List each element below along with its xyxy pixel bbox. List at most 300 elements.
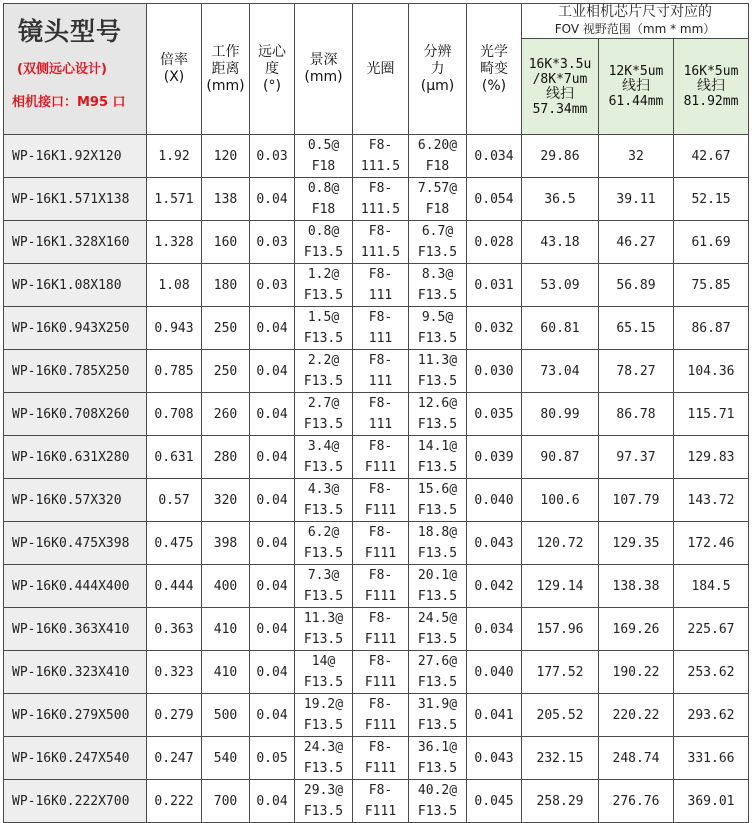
table-row (4, 565, 749, 608)
design-note: (双侧远心设计) (17, 62, 107, 77)
dof-fnumber: F18 (311, 202, 336, 217)
cell-resolution (409, 565, 467, 608)
cell-telecentricity: 0.04 (250, 479, 295, 522)
resolution-value: 8.3@ (421, 267, 454, 282)
cell-working-distance: 400 (202, 565, 250, 608)
cell-model: WP-16K0.323X410 (4, 651, 147, 694)
cell-working-distance: 120 (202, 135, 250, 178)
cell-distortion: 0.035 (467, 393, 522, 436)
cell-fov-2: 248.74 (599, 737, 674, 780)
dof-fnumber: F13.5 (303, 460, 344, 475)
table-row (4, 436, 749, 479)
resolution-fnumber: F18 (425, 202, 450, 217)
aperture-min: F8- (368, 181, 393, 196)
cell-fov-3: 225.67 (674, 608, 749, 651)
cell-fov-1: 73.04 (522, 350, 599, 393)
header-working-distance (202, 4, 250, 135)
cell-model: WP-16K0.363X410 (4, 608, 147, 651)
table-row (4, 651, 749, 694)
cell-fov-3: 75.85 (674, 264, 749, 307)
cell-fov-1: 177.52 (522, 651, 599, 694)
cell-fov-1: 232.15 (522, 737, 599, 780)
cell-fov-1: 258.29 (522, 780, 599, 823)
cell-magnification: 0.943 (147, 307, 202, 350)
cell-working-distance: 280 (202, 436, 250, 479)
cell-magnification: 0.363 (147, 608, 202, 651)
cell-depth-of-field (295, 307, 353, 350)
cell-distortion: 0.032 (467, 307, 522, 350)
cell-aperture (353, 264, 409, 307)
header-distortion (467, 4, 522, 135)
cell-resolution (409, 436, 467, 479)
cell-working-distance: 160 (202, 221, 250, 264)
cell-depth-of-field (295, 393, 353, 436)
cell-model: WP-16K0.475X398 (4, 522, 147, 565)
cell-resolution (409, 479, 467, 522)
cell-telecentricity: 0.04 (250, 178, 295, 221)
lens-spec-table (3, 3, 749, 823)
resolution-value: 36.1@ (417, 740, 458, 755)
header-magnification (147, 4, 202, 135)
resolution-fnumber: F13.5 (417, 546, 458, 561)
cell-telecentricity: 0.04 (250, 350, 295, 393)
cell-working-distance: 250 (202, 350, 250, 393)
cell-fov-1: 53.09 (522, 264, 599, 307)
cell-fov-2: 32 (599, 135, 674, 178)
cell-aperture (353, 651, 409, 694)
dof-value: 24.3@ (303, 740, 344, 755)
cell-working-distance: 500 (202, 694, 250, 737)
header-wd-unit: (mm) (206, 77, 245, 94)
cell-distortion: 0.034 (467, 608, 522, 651)
dof-value: 4.3@ (307, 482, 340, 497)
resolution-fnumber: F13.5 (417, 374, 458, 389)
cell-magnification: 0.708 (147, 393, 202, 436)
aperture-min: F8- (368, 439, 393, 454)
cell-fov-2: 65.15 (599, 307, 674, 350)
cell-depth-of-field (295, 780, 353, 823)
cell-depth-of-field (295, 694, 353, 737)
cell-resolution (409, 608, 467, 651)
header-dist-line2: 畸变 (480, 60, 508, 77)
resolution-value: 40.2@ (417, 783, 458, 798)
dof-fnumber: F13.5 (303, 331, 344, 346)
cell-magnification: 0.631 (147, 436, 202, 479)
cell-distortion: 0.045 (467, 780, 522, 823)
title-cell (4, 4, 147, 135)
header-depth-of-field (295, 4, 353, 135)
cell-fov-2: 169.26 (599, 608, 674, 651)
cell-fov-3: 331.66 (674, 737, 749, 780)
cell-aperture (353, 393, 409, 436)
aperture-max: F111 (364, 589, 397, 604)
dof-value: 14@ (311, 654, 336, 669)
cell-telecentricity: 0.05 (250, 737, 295, 780)
cell-fov-2: 97.37 (599, 436, 674, 479)
fov2-line3: 61.44mm (608, 94, 664, 109)
resolution-fnumber: F13.5 (417, 632, 458, 647)
cell-resolution (409, 135, 467, 178)
cell-distortion: 0.042 (467, 565, 522, 608)
resolution-fnumber: F13.5 (417, 718, 458, 733)
table-title: 镜头型号 (18, 17, 123, 46)
cell-fov-3: 293.62 (674, 694, 749, 737)
cell-depth-of-field (295, 350, 353, 393)
aperture-max: 111 (368, 288, 393, 303)
cell-fov-2: 190.22 (599, 651, 674, 694)
aperture-min: F8- (368, 654, 393, 669)
cell-distortion: 0.041 (467, 694, 522, 737)
resolution-value: 6.20@ (417, 138, 458, 153)
cell-fov-1: 36.5 (522, 178, 599, 221)
cell-fov-1: 43.18 (522, 221, 599, 264)
dof-value: 1.5@ (307, 310, 340, 325)
header-magnification-unit: (X) (163, 69, 185, 85)
cell-working-distance: 398 (202, 522, 250, 565)
cell-model: WP-16K1.571X138 (4, 178, 147, 221)
cell-distortion: 0.028 (467, 221, 522, 264)
aperture-max: F111 (364, 460, 397, 475)
cell-model: WP-16K1.328X160 (4, 221, 147, 264)
cell-aperture (353, 436, 409, 479)
fov1-line1: 16K*3.5u (528, 56, 592, 72)
aperture-max: F111 (364, 503, 397, 518)
aperture-max: F111 (364, 632, 397, 647)
cell-aperture (353, 221, 409, 264)
aperture-min: F8- (368, 783, 393, 798)
cell-working-distance: 250 (202, 307, 250, 350)
header-tel-unit: (°) (263, 77, 281, 94)
cell-resolution (409, 651, 467, 694)
header-dist-unit: (%) (481, 77, 507, 94)
header-fov-line2: FOV 视野范围（mm * mm） (554, 22, 716, 36)
dof-fnumber: F18 (311, 159, 336, 174)
cell-fov-3: 115.71 (674, 393, 749, 436)
cell-magnification: 0.785 (147, 350, 202, 393)
cell-distortion: 0.030 (467, 350, 522, 393)
dof-fnumber: F13.5 (303, 675, 344, 690)
aperture-min: F8- (368, 396, 393, 411)
aperture-max: F111 (364, 761, 397, 776)
resolution-value: 15.6@ (417, 482, 458, 497)
cell-fov-3: 172.46 (674, 522, 749, 565)
dof-value: 0.8@ (307, 181, 340, 196)
cell-depth-of-field (295, 737, 353, 780)
cell-magnification: 0.57 (147, 479, 202, 522)
resolution-value: 24.5@ (417, 611, 458, 626)
cell-fov-1: 129.14 (522, 565, 599, 608)
cell-working-distance: 410 (202, 651, 250, 694)
cell-model: WP-16K0.247X540 (4, 737, 147, 780)
cell-depth-of-field (295, 135, 353, 178)
cell-magnification: 1.08 (147, 264, 202, 307)
dof-value: 2.7@ (307, 396, 340, 411)
cell-telecentricity: 0.04 (250, 694, 295, 737)
header-dof-label: 景深 (309, 52, 338, 68)
resolution-value: 7.57@ (417, 181, 458, 196)
dof-fnumber: F13.5 (303, 245, 344, 260)
resolution-fnumber: F13.5 (417, 804, 458, 819)
header-res-line2: 力 (430, 60, 445, 77)
cell-aperture (353, 135, 409, 178)
aperture-max: 111.5 (360, 202, 401, 217)
header-fov-sensor-1 (522, 39, 599, 135)
cell-distortion: 0.043 (467, 522, 522, 565)
resolution-fnumber: F13.5 (417, 417, 458, 432)
cell-model: WP-16K0.279X500 (4, 694, 147, 737)
resolution-value: 18.8@ (417, 525, 458, 540)
cell-fov-1: 205.52 (522, 694, 599, 737)
header-telecentricity (250, 4, 295, 135)
cell-model: WP-16K1.08X180 (4, 264, 147, 307)
dof-fnumber: F13.5 (303, 503, 344, 518)
cell-working-distance: 320 (202, 479, 250, 522)
table-row (4, 780, 749, 823)
cell-aperture (353, 608, 409, 651)
dof-fnumber: F13.5 (303, 804, 344, 819)
cell-depth-of-field (295, 178, 353, 221)
cell-fov-1: 90.87 (522, 436, 599, 479)
dof-fnumber: F13.5 (303, 589, 344, 604)
cell-resolution (409, 780, 467, 823)
resolution-value: 31.9@ (417, 697, 458, 712)
cell-telecentricity: 0.04 (250, 651, 295, 694)
cell-fov-1: 157.96 (522, 608, 599, 651)
cell-fov-3: 143.72 (674, 479, 749, 522)
resolution-value: 14.1@ (417, 439, 458, 454)
dof-fnumber: F13.5 (303, 632, 344, 647)
cell-aperture (353, 350, 409, 393)
cell-model: WP-16K0.444X400 (4, 565, 147, 608)
cell-magnification: 0.475 (147, 522, 202, 565)
header-res-unit: (μm) (420, 77, 455, 94)
table-row (4, 608, 749, 651)
dof-value: 3.4@ (307, 439, 340, 454)
aperture-min: F8- (368, 353, 393, 368)
cell-magnification: 0.444 (147, 565, 202, 608)
cell-model: WP-16K0.57X320 (4, 479, 147, 522)
cell-magnification: 1.571 (147, 178, 202, 221)
fov1-line4: 57.34mm (532, 101, 588, 117)
aperture-max: F111 (364, 546, 397, 561)
aperture-max: F111 (364, 804, 397, 819)
dof-value: 7.3@ (307, 568, 340, 583)
header-fov-sensor-2 (599, 39, 674, 135)
resolution-value: 12.6@ (417, 396, 458, 411)
cell-distortion: 0.039 (467, 436, 522, 479)
cell-telecentricity: 0.04 (250, 608, 295, 651)
cell-telecentricity: 0.04 (250, 393, 295, 436)
cell-resolution (409, 350, 467, 393)
cell-working-distance: 260 (202, 393, 250, 436)
resolution-value: 6.7@ (421, 224, 454, 239)
cell-distortion: 0.054 (467, 178, 522, 221)
dof-value: 2.2@ (307, 353, 340, 368)
cell-fov-1: 80.99 (522, 393, 599, 436)
fov1-line3: 线扫 (546, 85, 574, 102)
cell-telecentricity: 0.03 (250, 221, 295, 264)
aperture-min: F8- (368, 138, 393, 153)
cell-fov-2: 46.27 (599, 221, 674, 264)
cell-aperture (353, 565, 409, 608)
cell-model: WP-16K1.92X120 (4, 135, 147, 178)
cell-depth-of-field (295, 221, 353, 264)
cell-fov-3: 253.62 (674, 651, 749, 694)
cell-resolution (409, 393, 467, 436)
cell-depth-of-field (295, 264, 353, 307)
cell-model: WP-16K0.708X260 (4, 393, 147, 436)
cell-aperture (353, 307, 409, 350)
aperture-max: 111 (368, 331, 393, 346)
aperture-min: F8- (368, 224, 393, 239)
resolution-value: 11.3@ (417, 353, 458, 368)
dof-fnumber: F13.5 (303, 718, 344, 733)
resolution-fnumber: F13.5 (417, 761, 458, 776)
cell-depth-of-field (295, 651, 353, 694)
fov3-line1: 16K*5um (683, 64, 739, 79)
header-tel-line2: 度 (265, 60, 279, 77)
resolution-fnumber: F13.5 (417, 460, 458, 475)
cell-magnification: 1.92 (147, 135, 202, 178)
cell-aperture (353, 694, 409, 737)
cell-fov-3: 42.67 (674, 135, 749, 178)
fov3-line2: 线扫 (697, 78, 726, 94)
cell-model: WP-16K0.785X250 (4, 350, 147, 393)
aperture-max: F111 (364, 718, 397, 733)
cell-aperture (353, 178, 409, 221)
aperture-min: F8- (368, 611, 393, 626)
cell-distortion: 0.034 (467, 135, 522, 178)
cell-fov-3: 184.5 (674, 565, 749, 608)
dof-fnumber: F13.5 (303, 417, 344, 432)
cell-fov-1: 29.86 (522, 135, 599, 178)
cell-working-distance: 180 (202, 264, 250, 307)
resolution-fnumber: F13.5 (417, 331, 458, 346)
cell-fov-3: 52.15 (674, 178, 749, 221)
resolution-value: 9.5@ (421, 310, 454, 325)
cell-aperture (353, 522, 409, 565)
table-row (4, 307, 749, 350)
dof-value: 0.5@ (307, 138, 340, 153)
dof-value: 0.8@ (307, 224, 340, 239)
resolution-fnumber: F18 (425, 159, 450, 174)
header-fov (522, 4, 749, 39)
resolution-fnumber: F13.5 (417, 288, 458, 303)
cell-fov-3: 369.01 (674, 780, 749, 823)
cell-depth-of-field (295, 522, 353, 565)
cell-telecentricity: 0.04 (250, 522, 295, 565)
header-fov-sensor-3 (674, 39, 749, 135)
cell-distortion: 0.031 (467, 264, 522, 307)
cell-model: WP-16K0.631X280 (4, 436, 147, 479)
cell-distortion: 0.040 (467, 651, 522, 694)
table-row (4, 350, 749, 393)
dof-value: 11.3@ (303, 611, 344, 626)
cell-magnification: 0.222 (147, 780, 202, 823)
cell-telecentricity: 0.04 (250, 307, 295, 350)
cell-fov-3: 86.87 (674, 307, 749, 350)
cell-fov-3: 61.69 (674, 221, 749, 264)
cell-model: WP-16K0.222X700 (4, 780, 147, 823)
header-aperture: 光圈 (353, 4, 409, 135)
cell-fov-3: 104.36 (674, 350, 749, 393)
cell-resolution (409, 522, 467, 565)
cell-resolution (409, 178, 467, 221)
cell-depth-of-field (295, 608, 353, 651)
cell-resolution (409, 221, 467, 264)
cell-fov-1: 120.72 (522, 522, 599, 565)
dof-fnumber: F13.5 (303, 288, 344, 303)
header-res-line1: 分辨 (423, 43, 452, 60)
aperture-min: F8- (368, 525, 393, 540)
cell-fov-2: 56.89 (599, 264, 674, 307)
interface-note: 相机接口：M95 口 (12, 95, 126, 110)
cell-fov-1: 100.6 (522, 479, 599, 522)
aperture-min: F8- (368, 568, 393, 583)
aperture-max: 111 (368, 417, 393, 432)
aperture-min: F8- (368, 697, 393, 712)
resolution-fnumber: F13.5 (417, 675, 458, 690)
cell-distortion: 0.043 (467, 737, 522, 780)
table-row (4, 522, 749, 565)
cell-depth-of-field (295, 479, 353, 522)
cell-model: WP-16K0.943X250 (4, 307, 147, 350)
cell-resolution (409, 264, 467, 307)
cell-aperture (353, 780, 409, 823)
table-row (4, 135, 749, 178)
cell-telecentricity: 0.04 (250, 565, 295, 608)
header-fov-line1: 工业相机芯片尺寸对应的 (558, 4, 713, 20)
aperture-max: 111.5 (360, 245, 401, 260)
cell-aperture (353, 737, 409, 780)
cell-working-distance: 540 (202, 737, 250, 780)
cell-resolution (409, 737, 467, 780)
fov2-line1: 12K*5um (608, 64, 664, 79)
fov1-line2: /8K*7um (532, 71, 588, 87)
aperture-max: F111 (364, 675, 397, 690)
header-tel-line1: 远心 (258, 43, 286, 60)
dof-value: 1.2@ (307, 267, 340, 282)
table-body (4, 135, 749, 823)
cell-fov-2: 276.76 (599, 780, 674, 823)
table-row (4, 479, 749, 522)
aperture-min: F8- (368, 482, 393, 497)
cell-fov-2: 220.22 (599, 694, 674, 737)
table-row (4, 694, 749, 737)
table-row (4, 264, 749, 307)
header-dof-unit: (mm) (304, 69, 343, 85)
cell-fov-2: 129.35 (599, 522, 674, 565)
resolution-fnumber: F13.5 (417, 245, 458, 260)
dof-value: 29.3@ (303, 783, 344, 798)
aperture-max: 111.5 (360, 159, 401, 174)
resolution-value: 20.1@ (417, 568, 458, 583)
cell-telecentricity: 0.04 (250, 780, 295, 823)
cell-telecentricity: 0.04 (250, 436, 295, 479)
header-wd-line2: 距离 (211, 60, 240, 77)
cell-fov-1: 60.81 (522, 307, 599, 350)
dof-fnumber: F13.5 (303, 374, 344, 389)
dof-fnumber: F13.5 (303, 546, 344, 561)
cell-fov-2: 107.79 (599, 479, 674, 522)
aperture-max: 111 (368, 374, 393, 389)
cell-distortion: 0.040 (467, 479, 522, 522)
dof-fnumber: F13.5 (303, 761, 344, 776)
aperture-min: F8- (368, 740, 393, 755)
cell-telecentricity: 0.03 (250, 135, 295, 178)
cell-fov-3: 129.83 (674, 436, 749, 479)
dof-value: 6.2@ (307, 525, 340, 540)
